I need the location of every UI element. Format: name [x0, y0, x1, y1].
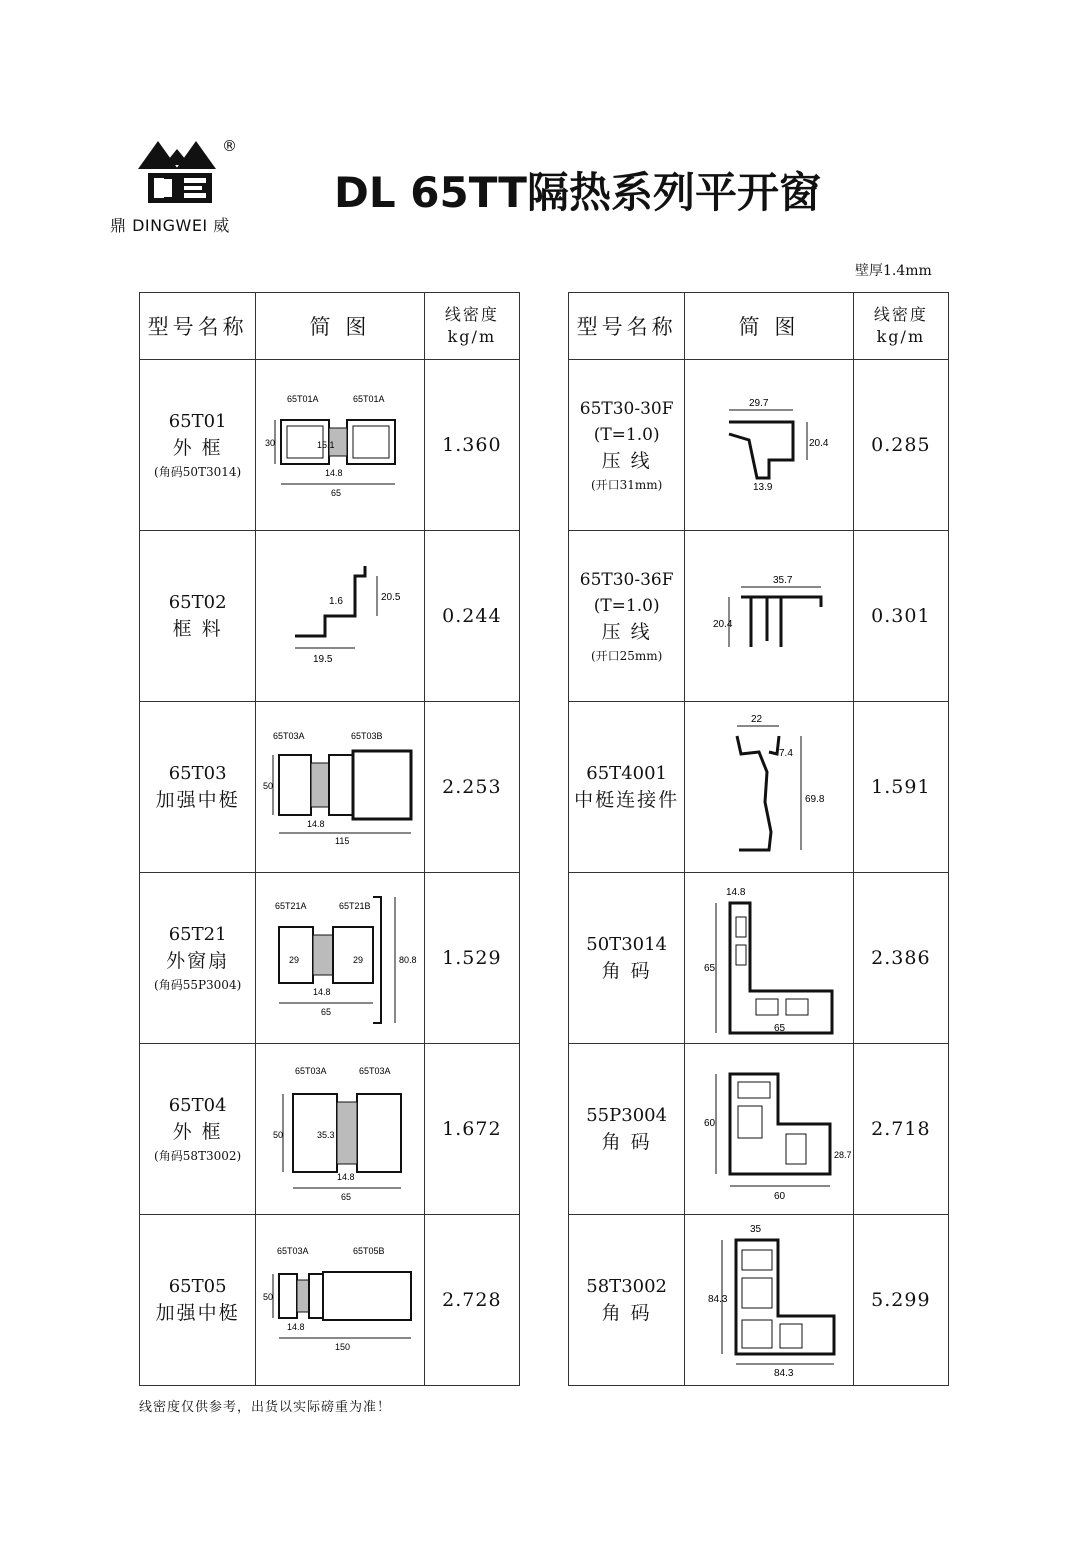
brand-name: 鼎 DINGWEI 威	[110, 216, 230, 235]
table-row	[140, 1215, 520, 1386]
svg-text:65T03A: 65T03A	[295, 1066, 327, 1076]
table-row	[569, 531, 949, 702]
svg-text:65: 65	[331, 488, 342, 498]
dingwei-logo-icon	[138, 135, 224, 205]
svg-text:65: 65	[320, 1007, 331, 1017]
model-cell: 58T3002 角 码	[569, 1215, 685, 1386]
svg-text:35: 35	[750, 1224, 762, 1235]
profile-drawing	[256, 531, 424, 702]
svg-text:28.7: 28.7	[834, 1150, 852, 1160]
profile-drawing	[685, 702, 853, 873]
density-cell: 2.728	[424, 1215, 519, 1386]
density-cell: 1.672	[424, 1044, 519, 1215]
density-cell: 2.718	[853, 1044, 948, 1215]
svg-text:29.7: 29.7	[749, 398, 769, 409]
profile-drawing	[256, 1044, 424, 1215]
profile-drawing	[685, 873, 853, 1044]
model-cell: 65T02 框 料	[140, 531, 256, 702]
header-density: 线密度 kg/m	[853, 293, 948, 360]
svg-text:60: 60	[774, 1191, 786, 1202]
svg-text:14.8: 14.8	[325, 468, 343, 478]
svg-text:69.8: 69.8	[805, 794, 825, 805]
model-cell: 65T01 外 框 (角码50T3014)	[140, 360, 256, 531]
svg-text:65T03A: 65T03A	[276, 1246, 309, 1256]
profile-drawing	[256, 702, 424, 873]
svg-text:14.8: 14.8	[312, 987, 331, 997]
density-cell: 2.253	[424, 702, 519, 873]
profile-drawing	[685, 1215, 853, 1386]
table-row	[569, 360, 949, 531]
svg-text:65T03B: 65T03B	[350, 731, 383, 741]
svg-text:115: 115	[334, 836, 349, 846]
svg-text:65: 65	[704, 962, 716, 974]
registered-mark: ®	[222, 137, 237, 155]
model-cell: 65T30-36F (T=1.0) 压 线 (开口25mm)	[569, 531, 685, 702]
svg-text:65T03A: 65T03A	[359, 1066, 391, 1076]
svg-text:50: 50	[273, 1130, 284, 1140]
table-row	[140, 873, 520, 1044]
density-cell: 0.285	[853, 360, 948, 531]
svg-text:65T21A: 65T21A	[274, 901, 307, 911]
svg-text:65T01A: 65T01A	[287, 394, 319, 404]
table-row	[140, 360, 520, 531]
model-cell: 65T21 外窗扇 (角码55P3004)	[140, 873, 256, 1044]
page-title: DL 65TT隔热系列平开窗	[334, 168, 821, 217]
table-row	[569, 702, 949, 873]
svg-text:65T01A: 65T01A	[353, 394, 385, 404]
profile-table-right	[568, 292, 949, 1386]
svg-text:29: 29	[352, 955, 363, 965]
density-cell: 0.301	[853, 531, 948, 702]
density-cell: 5.299	[853, 1215, 948, 1386]
density-cell: 1.360	[424, 360, 519, 531]
profile-drawing	[685, 360, 853, 531]
density-cell: 1.591	[853, 702, 948, 873]
svg-text:29: 29	[288, 955, 299, 965]
wall-thickness: 壁厚1.4mm	[855, 263, 932, 279]
model-cell: 65T30-30F (T=1.0) 压 线 (开口31mm)	[569, 360, 685, 531]
profile-table-left	[139, 292, 520, 1386]
svg-text:14.8: 14.8	[337, 1172, 355, 1182]
model-cell: 55P3004 角 码	[569, 1044, 685, 1215]
model-cell: 50T3014 角 码	[569, 873, 685, 1044]
svg-text:19.5: 19.5	[313, 654, 333, 665]
density-cell: 2.386	[853, 873, 948, 1044]
svg-text:1.6: 1.6	[329, 596, 343, 607]
density-cell: 1.529	[424, 873, 519, 1044]
svg-text:80.8: 80.8	[398, 955, 417, 965]
profile-drawing	[256, 873, 424, 1044]
table-row	[569, 1044, 949, 1215]
footnote: 线密度仅供参考，出货以实际磅重为准！	[139, 1400, 392, 1415]
svg-text:50: 50	[262, 781, 273, 791]
svg-text:65T05B: 65T05B	[352, 1246, 385, 1256]
header-model: 型号名称	[140, 293, 256, 360]
header-density: 线密度 kg/m	[424, 293, 519, 360]
svg-text:65T21B: 65T21B	[338, 901, 371, 911]
profile-drawing	[256, 360, 424, 531]
svg-text:30: 30	[265, 438, 276, 448]
header-drawing: 简 图	[256, 293, 424, 360]
model-cell: 65T03 加强中梃	[140, 702, 256, 873]
svg-text:14.8: 14.8	[306, 819, 325, 829]
svg-text:65: 65	[341, 1192, 352, 1202]
svg-text:20.4: 20.4	[809, 438, 829, 449]
table-row	[140, 1044, 520, 1215]
svg-text:84.3: 84.3	[774, 1368, 794, 1379]
svg-text:84.3: 84.3	[708, 1294, 728, 1305]
svg-text:15.1: 15.1	[317, 440, 335, 450]
svg-text:150: 150	[334, 1342, 350, 1352]
model-cell: 65T05 加强中梃	[140, 1215, 256, 1386]
table-row	[140, 531, 520, 702]
svg-text:35.3: 35.3	[317, 1130, 335, 1140]
profile-drawing	[256, 1215, 424, 1386]
table-row	[569, 1215, 949, 1386]
svg-text:60: 60	[704, 1118, 716, 1129]
model-cell: 65T04 外 框 (角码58T3002)	[140, 1044, 256, 1215]
header-drawing: 简 图	[685, 293, 853, 360]
svg-text:14.8: 14.8	[726, 886, 746, 898]
table-row	[140, 702, 520, 873]
svg-text:20.5: 20.5	[381, 592, 401, 603]
svg-text:13.9: 13.9	[753, 482, 773, 493]
svg-text:65T03A: 65T03A	[272, 731, 305, 741]
svg-text:14.8: 14.8	[286, 1322, 305, 1332]
svg-text:22: 22	[751, 714, 763, 725]
table-header	[140, 293, 520, 360]
svg-text:65: 65	[774, 1022, 786, 1034]
table-row	[569, 873, 949, 1044]
svg-text:35.7: 35.7	[773, 575, 793, 586]
density-cell: 0.244	[424, 531, 519, 702]
header-model: 型号名称	[569, 293, 685, 360]
svg-text:20.4: 20.4	[713, 619, 733, 630]
svg-text:50: 50	[262, 1292, 273, 1302]
model-cell: 65T4001 中梃连接件	[569, 702, 685, 873]
table-header	[569, 293, 949, 360]
profile-drawing	[685, 531, 853, 702]
profile-drawing	[685, 1044, 853, 1215]
svg-text:7.4: 7.4	[779, 748, 793, 759]
